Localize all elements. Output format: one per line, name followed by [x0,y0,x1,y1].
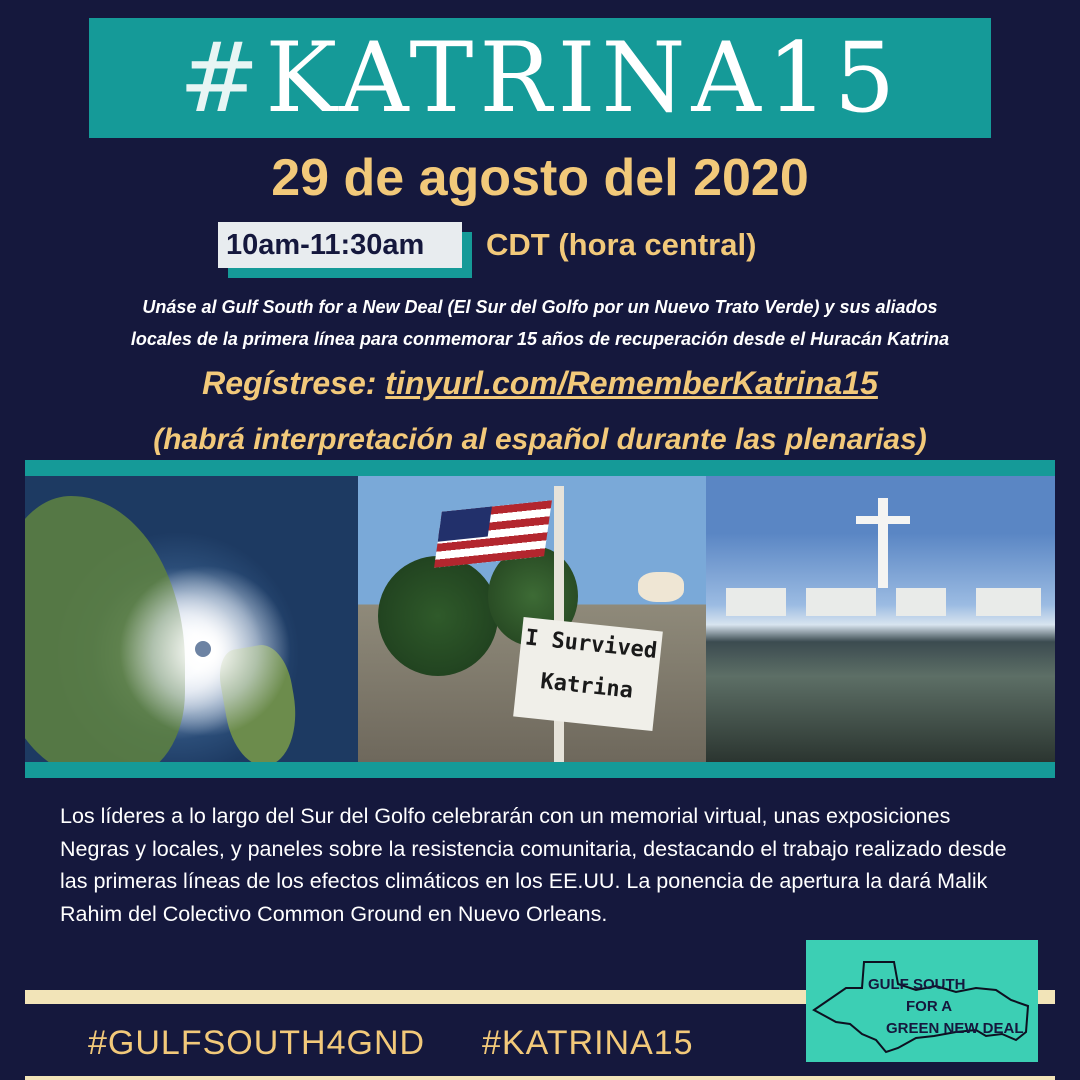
tomb [726,588,786,616]
crucifix-icon [878,498,888,588]
hashtag-gulfsouth: #GULFSOUTH4GND [88,1024,426,1062]
event-timezone: CDT (hora central) [486,227,757,262]
description-paragraph: Los líderes a lo largo del Sur del Golfo celebrarán con un memorial virtual, unas exposiciones Negras y locales, y paneles sobre la resistencia comunitaria, destacando el trabajo realizado desde las primeras líneas de los efectos climáticos en los EE.UU. La ponencia de apertura la dará Malik Rahim del Colectivo Common Ground en Nuevo Orleans. [60,804,1007,926]
event-time: 10am-11:30am [218,222,462,268]
crucifix-bar [856,516,910,524]
intro-text [40,291,1040,355]
logo-line-1: GULF SOUTH [868,976,966,993]
gulf-south-logo [806,940,1038,1062]
hashtag-katrina: #KATRINA15 [482,1024,694,1062]
interpretation-note: (habrá interpretación al español durante las plenarias) [153,423,927,456]
cow-skull [638,572,684,602]
title-text: KATRINA15 [265,22,902,134]
page-title [178,22,902,134]
register-label: Regístrese: [202,365,377,401]
time-box [218,222,462,268]
sign-line-1: I Survived [523,625,659,665]
register-line [0,365,1080,402]
title-hash: # [178,22,266,134]
intro-line-2: locales de la primera línea para conmemorar 15 años de recuperación desde el Huracán Katrina [130,329,950,349]
intro-line-1: Unáse al Gulf South for a New Deal (El Sur del Golfo por un Nuevo Trato Verde) y sus aliados [142,297,938,317]
flag-union [438,507,492,542]
sign-line-2: Katrina [539,669,635,704]
flooded-cemetery-photo [706,476,1055,762]
tomb [806,588,876,616]
photo-band [25,460,1055,778]
survived-katrina-photo [358,476,706,762]
register-link[interactable]: tinyurl.com/RememberKatrina15 [385,365,878,401]
logo-line-2: FOR A [906,998,953,1015]
hurricane-satellite-photo [25,476,358,762]
logo-line-3: GREEN NEW DEAL [886,1020,1024,1037]
title-banner [89,18,991,138]
time-row [218,222,756,268]
tomb [896,588,946,616]
hurricane-eye [195,641,211,657]
survived-sign [513,617,663,731]
gold-divider-bottom [25,1076,1055,1080]
palm-tree [378,556,498,676]
event-date: 29 de agosto del 2020 [271,149,809,207]
tomb [976,588,1041,616]
